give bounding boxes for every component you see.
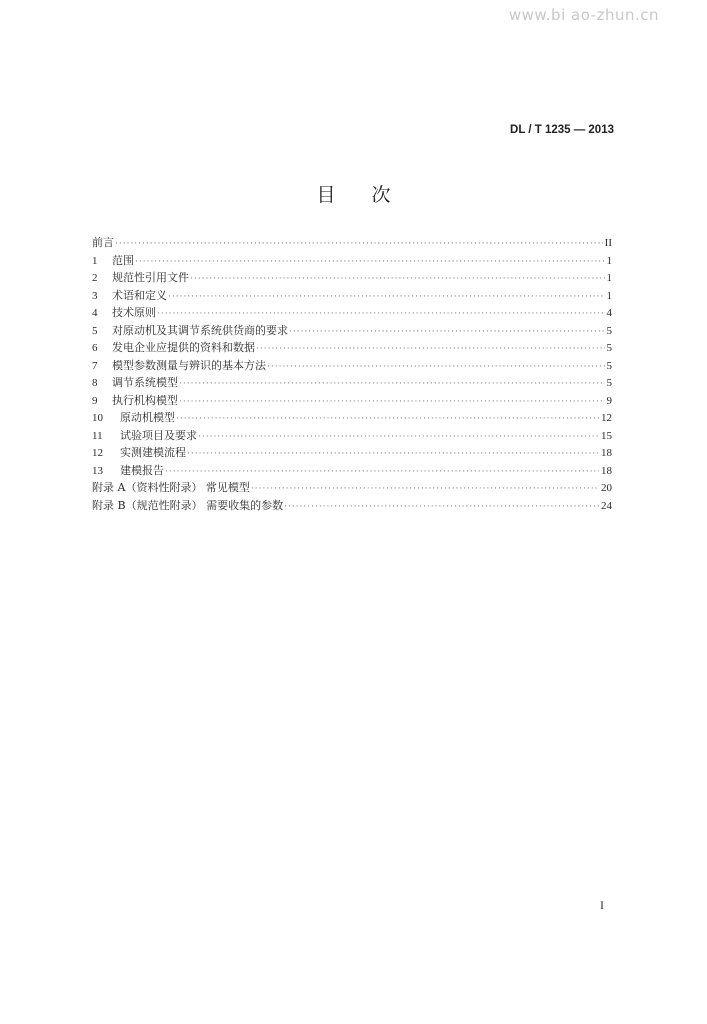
toc-leader-dots (179, 376, 605, 394)
toc-entry-page: 4 (606, 307, 612, 319)
toc-entry-text: 建模报告 (120, 463, 164, 477)
toc-entry-page: 1 (606, 289, 612, 302)
toc-entry-text: 实测建模流程 (120, 446, 186, 459)
toc-entry-text: 发电企业应提供的资料和数据 (112, 341, 255, 354)
toc-entry-page: 18 (601, 447, 612, 459)
toc-entry-text: 原动机模型 (120, 411, 175, 424)
toc-entry-page: 1 (606, 272, 612, 284)
toc-title-char-1: 目 (316, 184, 336, 206)
page-number: I (600, 898, 604, 912)
toc-entry-number: 10 (92, 412, 103, 424)
toc-entry-page: 18 (601, 464, 612, 477)
toc-entry-number: 2 (92, 272, 98, 284)
toc-leader-dots (135, 254, 605, 272)
toc-entry-page: 5 (606, 324, 612, 337)
toc-entry-text: 前言 (92, 236, 114, 249)
toc-leader-dots (190, 271, 605, 289)
toc-entry-text: 技术原则 (112, 306, 156, 319)
toc-leader-dots (267, 359, 605, 377)
toc-entry-page: 5 (606, 377, 612, 389)
toc-entry-1[interactable] (92, 252, 612, 270)
toc-leader-dots (289, 324, 605, 342)
toc-leader-dots (115, 236, 603, 254)
toc-entry-text: 调节系统模型 (112, 376, 178, 389)
toc-entry-page: 24 (601, 499, 612, 512)
toc-leader-dots (284, 499, 599, 517)
toc-entry-9[interactable] (92, 392, 612, 410)
toc-entry-2[interactable] (92, 269, 612, 287)
toc-entry-page: II (604, 237, 612, 249)
toc-entry-appendix-b[interactable] (92, 497, 612, 515)
toc-entry-13[interactable] (92, 462, 612, 480)
toc-leader-dots (176, 411, 599, 429)
toc-entry-foreword[interactable] (92, 234, 612, 252)
toc-entry-number: 7 (92, 359, 98, 372)
toc-entry-text: 术语和定义 (112, 288, 167, 302)
toc-entry-number: 1 (92, 254, 98, 267)
toc-leader-dots (251, 481, 599, 499)
toc-entry-text: 模型参数测量与辨识的基本方法 (112, 358, 266, 372)
toc-leader-dots (198, 429, 599, 447)
toc-entry-text: 附录 B（规范性附录） 需要收集的参数 (92, 498, 284, 512)
toc-entry-5[interactable] (92, 322, 612, 340)
toc-entry-number: 8 (92, 377, 98, 389)
toc-entry-7[interactable] (92, 357, 612, 375)
toc-entry-number: 13 (92, 464, 103, 477)
toc-entry-page: 5 (606, 359, 612, 372)
toc-entry-page: 15 (601, 429, 612, 442)
toc-entry-text: 规范性引用文件 (112, 271, 189, 284)
toc-leader-dots (179, 394, 605, 412)
watermark: www.bi ao-zhun.cn (508, 6, 659, 24)
toc-leader-dots (168, 289, 605, 307)
toc-entry-4[interactable] (92, 304, 612, 322)
toc-entry-number: 3 (92, 289, 98, 302)
toc-entry-3[interactable] (92, 287, 612, 305)
toc-entry-text: 执行机构模型 (112, 393, 178, 407)
toc-entry-6[interactable] (92, 339, 612, 357)
toc-leader-dots (187, 446, 599, 464)
toc-entry-text: 试验项目及要求 (120, 428, 197, 442)
document-code: DL / T 1235 — 2013 (510, 124, 614, 136)
toc-entry-number: 9 (92, 394, 98, 407)
toc-entry-8[interactable] (92, 374, 612, 392)
toc-entry-12[interactable] (92, 444, 612, 462)
toc-entry-text: 对原动机及其调节系统供货商的要求 (112, 323, 288, 337)
toc-entry-page: 5 (606, 342, 612, 354)
toc-title-char-2: 次 (371, 184, 391, 206)
toc-entry-text: 范围 (112, 253, 134, 267)
toc-title (0, 180, 707, 207)
toc-entry-number: 4 (92, 307, 98, 319)
toc-entry-number: 5 (92, 324, 98, 337)
toc-leader-dots (256, 341, 605, 359)
toc-entry-page: 12 (601, 412, 612, 424)
toc-entry-number: 6 (92, 342, 98, 354)
toc-entry-appendix-a[interactable] (92, 479, 612, 497)
table-of-contents (92, 234, 612, 514)
toc-entry-page: 20 (601, 482, 612, 494)
toc-entry-page: 1 (606, 254, 612, 267)
toc-entry-page: 9 (606, 394, 612, 407)
toc-entry-number: 12 (92, 447, 103, 459)
toc-entry-number: 11 (92, 429, 103, 442)
toc-entry-11[interactable] (92, 427, 612, 445)
toc-entry-10[interactable] (92, 409, 612, 427)
toc-entry-text: 附录 A（资料性附录） 常见模型 (92, 481, 250, 494)
